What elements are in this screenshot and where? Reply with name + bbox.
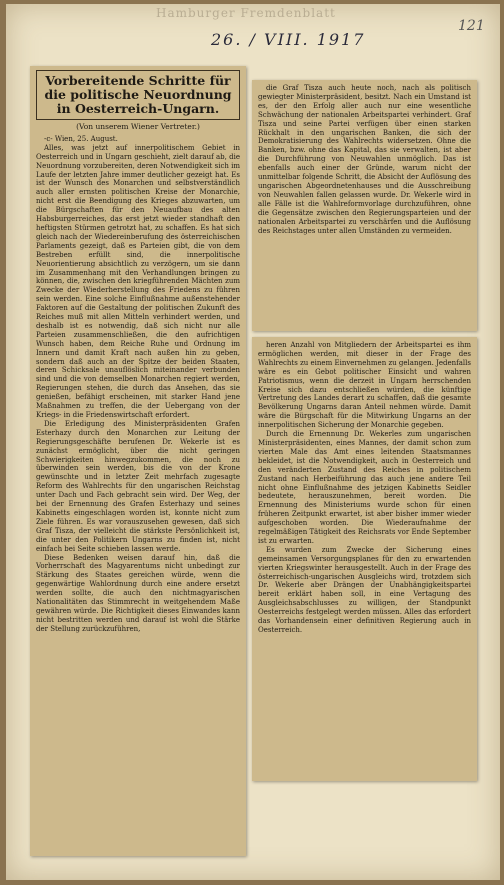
article-paragraph: die Graf Tisza auch heute noch, nach als politisch gewiegter Ministerpräsident, besitzt. Nach ein Umstand ist es, der den Erfolg aller auch nur eine wesentliche Schwächung der nationalen Arbeitspartei verhindert. Graf Tisza und seine Partei verfügen über einen starken Rückhalt in den ungarischen Banken, die sich der Demokratisierung des Wahlrechts widersetzen. Ohne die Banken, bzw. ohne das Kapital, das sie verwalten, ist aber die Durchführung von Neuwahlen unmöglich. Das ist ebenfalls auch einer der Gründe, warum nicht der unmittelbar folgende Schritt, die Absicht der Auflösung des ungarischen Abgeordnetenhauses und die Ausschreibung von Neuwahlen fallen gelassen wurde. Dr. Wekerle wird in alle Fälle ist die Wahlreformvorlage durchzuführen, ohne die Gegensätze zwischen den Regierungsparteien und der nationalen Arbeitspartei zu verschärfen und die Auflösung des Reichstages unter allen Umständen zu vermeiden. (258, 84, 471, 235)
clipping-right-bottom (252, 337, 477, 781)
article-byline: (Von unserem Wiener Vertreter.) (76, 122, 200, 131)
article-paragraph: Durch die Ernennung Dr. Wekerles zum ungarischen Ministerpräsidenten, eines Mannes, der damit schon zum vierten Male das Amt eines leitenden Staatsmannes bekleidet, ist die Notwendigkeit, auch in Oesterreich und den veränderten Zustand des Reiches in politischem Zustand nach Herbeiführung das auch jene andere Teil nicht ohne Einflußnahme des jetzigen Kabinetts Seidler bedeutete, herauszunehmen, bereit worden. Die Ernennung des Ministeriums wurde schon für einen früheren Zeitpunkt erwartet, ist aber bisher immer wieder aufgeschoben worden. Die Wiederaufnahme der regelmäßigen Tätigkeit des Reichsrats vor Ende September ist zu erwarten. (258, 430, 471, 545)
masthead: Hamburger Fremdenblatt (156, 6, 336, 20)
clipping-left-column (30, 66, 246, 856)
article-paragraph: Die Erledigung des Ministerpräsidenten Grafen Esterhazy durch den Monarchen zur Leitung der Regierungsgeschäfte berufenen Dr. Wekerle ist es zunächst ermöglicht, über die nicht geringen Schwierigkeiten hinwegzukommen, die noch zu überwinden sein werden, bis die von der Krone gewünschte und in letzter Zeit mehrfach zugesagte Reform des Wahlrechts für den ungarischen Reichstag unter Dach und Fach gebracht sein wird. Der Weg, der bei der Ernennung des Grafen Esterhazy und seines Kabinetts eingeschlagen worden ist, konnte nicht zum Ziele führen. Es war vorauszusehen gewesen, daß sich Graf Tisza, der vielleicht die stärkste Persönlichkeit ist, die unter den Politikern Ungarns zu finden ist, nicht einfach bei Seite schieben lassen werde. (36, 419, 240, 553)
article-paragraph: Alles, was jetzt auf innerpolitischem Gebiet in Oesterreich und in Ungarn geschieht, zielt darauf ab, die Neuordnung vorzubereiten, deren Notwendigkeit sich im Laufe der letzten Jahre immer deutlicher gezeigt hat. Es ist der Wunsch des Monarchen und selbstverständlich auch aller ernsten politischen Kreise der Monarchie, nicht erst die Beendigung des Krieges abzuwarten, um die Bürgschaften für den Neuaufbau des alten Habsburgerreiches, das erst jetzt wieder standhaft den heftigsten Stürmen getrotzt hat, zu schaffen. Es hat sich gleich nach der Wiedereinberufung des österreichischen Parlaments gezeigt, daß es Parteien gibt, die von dem Bestreben erfüllt sind, die innerpolitische Neuorientierung absichtlich zu verzögern, um sie dann im Zusammenhang mit den Verhandlungen bringen zu können, die, zwischen den kriegführenden Mächten zum Zwecke der Wiederherstellung des Friedens zu führen sein werden. Eine solche Einflußnahme außenstehender Faktoren auf die Gestaltung der politischen Zukunft des Reiches muß mit allen Mitteln verhindert werden, und deshalb ist es notwendig, daß sich nicht nur alle Parteien zusammenschließen, die den aufrichtigen Wunsch haben, dem Reiche Ruhe und Ordnung im Innern und damit Kraft nach außen hin zu geben, sondern daß auch an der Spitze der beiden Staaten, deren Schicksale unauflöslich miteinander verbunden sind und die von demselben Monarchen regiert werden, Regierungen stehen, die durch das Ansehen, das sie genießen, befähigt erscheinen, mit starker Hand jene Maßnahmen zu treffen, die der Uebergang von der Kriegs- in die Friedenswirtschaft erfordert. (36, 143, 240, 419)
handwritten-date: 26. / VIII. 1917 (211, 30, 366, 49)
article-dateline: -c- Wien, 25. August. (44, 134, 118, 143)
article-paragraph: Es wurden zum Zwecke der Sicherung eines gemeinsamen Versorgungsplanes für den zu erwartenden vierten Kriegswinter herausgestellt. Auch in der Frage des österreichisch-ungarischen Ausgleichs wird, trotzdem sich Dr. Wekerle aber Drängen der Unabhängigkeitspartei bereit erklärt haben soll, in eine Vertagung des Ausgleichsabschlusses zu willigen, der Standpunkt Oesterreichs festgelegt werden müssen. Alles das erfordert das Vorhandensein einer definitiven Regierung auch in Oesterreich. (258, 545, 471, 634)
clipping-right-top (252, 80, 477, 331)
article-paragraph: Diese Bedenken weisen darauf hin, daß die Vorherrschaft des Magyarentums nicht unbedingt zur Stärkung des Staates gereichen würde, wenn die gegenwärtige Wahlordnung durch eine andere ersetzt werden sollte, die auch den nichtmagyarischen Nationalitäten das Stimmrecht in weitgehendem Maße gewähren würde. Die Richtigkeit dieses Einwandes kann nicht bestritten werden und darauf ist wohl die Stärke der Stellung zurückzuführen, (36, 553, 240, 633)
article-headline: Vorbereitende Schritte für die politische Neuordnung in Oesterreich-Ungarn. (36, 70, 240, 120)
article-paragraph: heren Anzahl von Mitgliedern der Arbeitspartei es ihm ermöglichen werden, mit dieser in der Frage des Wahlrechts zu einem Einvernehmen zu gelangen. Jedenfalls wäre es ein Gebot politischer Einsicht und wahren Patriotismus, wenn die derzeit in Ungarn herrschenden Kreise sich dazu entschließen würden, die künftige Vertretung des Landes derart zu schaffen, daß die gesamte Bevölkerung Ungarns daran Anteil nehmen würde. Damit wäre die Bürgschaft für die Mitwirkung Ungarns an der innerpolitischen Sicherung der Monarchie gegeben. (258, 341, 471, 430)
handwritten-number: 121 (458, 18, 485, 34)
